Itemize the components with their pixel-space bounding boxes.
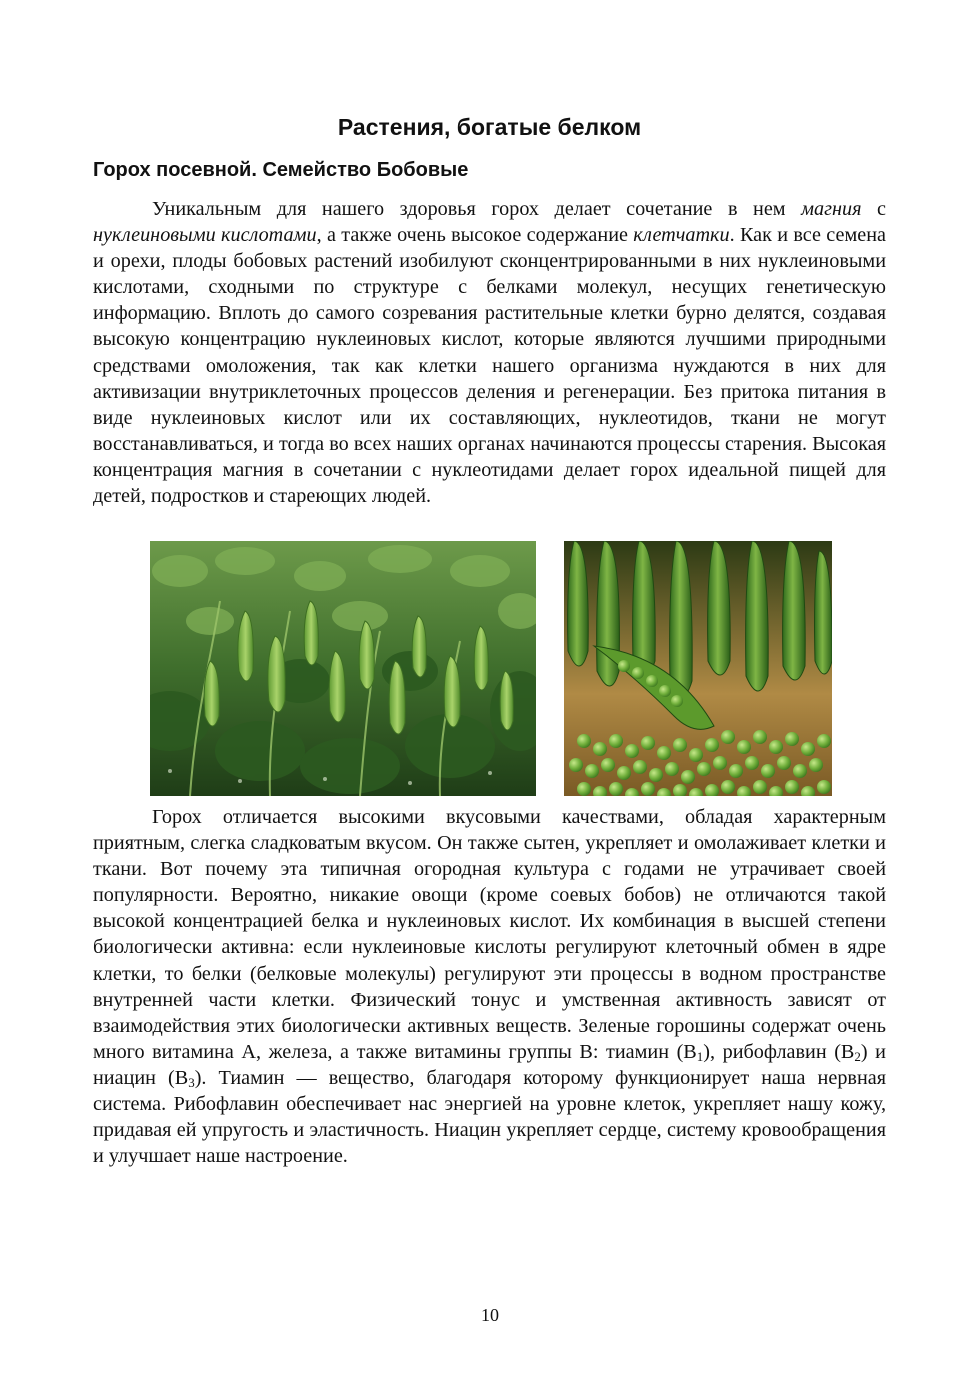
text-run: ). Тиамин — вещество, благодаря которому функционирует наша нервная система. Рибофлавин обеспечивает нас энергией на уровне клеток, укрепляет нашу кожу, придавая ей упругость и эластичность. Ниацин укрепляет сердце, систему кровообращения и улучшает наше настроение. [93,1066,886,1168]
text-run: , а также очень высокое содержание [316,224,634,247]
italic-term-magnesium: магния [801,198,862,220]
text-run: Горох отличается высокими вкусовыми качествами, обладая характерным приятным, слегка сладковатым вкусом. Он также сытен, укрепляет и омолаживает клетки и ткани. Вот почему эта типичная огородная культура с годами не утрачивает своей популярности. Вероятно, никакие овощи (кроме соевых бобов) не отличаются такой высокой концентрацией белка и нуклеиновых кислот. Их комбинация в высшей степени биологически активна: если нуклеиновые кислоты регулируют клеточный обмен в ядре клетки, то белки (белковые молекулы) регулируют эти процессы в водном пространстве внутренней части клетки. Физический тонус и умственная активность зависят от взаимодействия этих биологически активных веществ. Зеленые горошины содержат очень много витамина А, железа, а также витамины группы В: тиамин (B [93,806,886,1063]
subscript-b1: 1 [696,1048,704,1064]
page-title: Растения, богатые белком [337,114,642,140]
subscript-b2: 2 [854,1048,861,1064]
subscript-b3: 3 [188,1074,195,1090]
text-run: . Как и все семена и орехи, плоды бобовых растений изобилуют сконцентрированными в них нуклеиновыми кислотами, сходными по структуре с белками молекул, несущих генетическую информацию. Вплоть до самого созревания растительные клетки бурно делятся, создавая высокую концентрацию нуклеиновых кислот, которые являются лучшими природными средствами омоложения, так как клетки нашего организма нуждаются в них для активизации внутриклеточных процессов деления и регенерации. Без притока питания в виде нуклеиновых кислот или их составляющих, нуклеотидов, ткани не могут восстанавливаться, и тогда во всех наших органах начинаются процессы старения. Высокая концентрация магния в сочетании с нуклеотидами делает горох идеальной пищей для детей, подростков и стареющих людей. [93,224,886,508]
text-run: ) и ниацин (B [93,1040,886,1089]
pea-pods-illustration [564,541,832,796]
italic-term-fiber: клетчатки [633,224,730,247]
italic-term-nucleic-acids: нуклеиновыми кислотами [93,224,317,247]
pea-field-illustration [150,541,536,796]
section-subtitle: Горох посевной. Семейство Бобовые [93,159,469,181]
text-run: ), рибофлавин (B [703,1040,855,1063]
pea-pods-photo [564,541,832,796]
pea-field-photo [150,541,536,796]
paragraph-taste-vitamins [93,804,886,1169]
paragraph-intro [93,196,886,509]
text-run: с [861,198,886,220]
text-run: Уникальным для нашего здоровья горох делает сочетание в нем [152,198,802,220]
page-number: 10 [481,1305,499,1325]
